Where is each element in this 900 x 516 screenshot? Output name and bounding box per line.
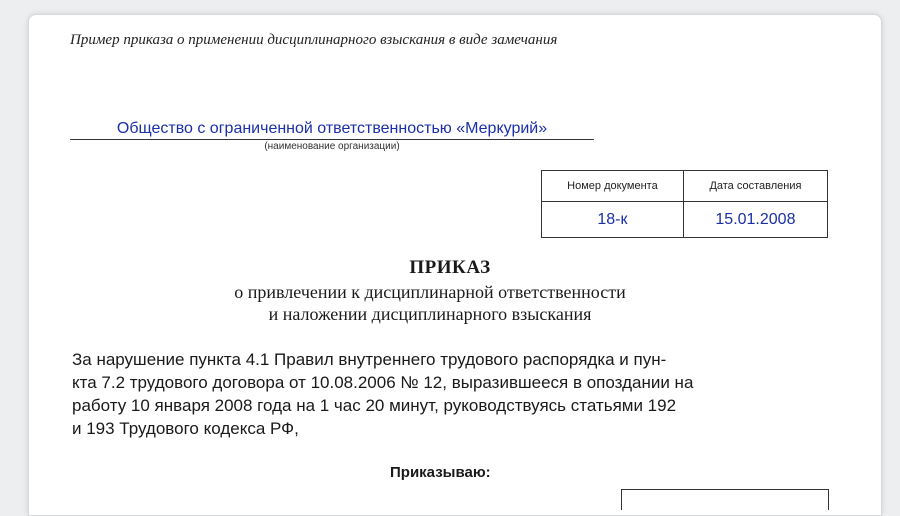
order-directive: Приказываю: [390,464,491,481]
organization-note: (наименование организации) [264,141,400,152]
doc-date-value: 15.01.2008 [683,202,827,238]
order-subtitle [0,281,860,325]
doc-number-header: Номер документа [542,171,684,202]
body-line: работу 10 января 2008 года на 1 час 20 минут, руководствуясь статьями 192 [72,396,677,415]
example-caption: Пример приказа о применении дисциплинарного взыскания в виде замечания [70,32,558,48]
order-title: ПРИКАЗ [409,257,491,278]
doc-date-header: Дата составления [683,171,827,202]
order-subtitle-line: и наложении дисциплинарного взыскания [268,304,592,324]
body-line: За нарушение пункта 4.1 Правил внутреннего трудового распорядка и пун- [72,350,667,369]
body-line: и 193 Трудового кодекса РФ, [72,419,299,438]
order-subtitle-line: о привлечении к дисциплинарной ответственности [234,282,626,302]
organization-name: Общество с ограниченной ответственностью «Меркурий» [116,120,548,137]
doc-number-value: 18-к [542,202,684,238]
document-info-table [541,170,828,238]
order-body [72,348,832,440]
organization-line [70,120,594,140]
body-line: кта 7.2 трудового договора от 10.08.2006 № 12, выразившееся в опоздании на [72,373,694,392]
